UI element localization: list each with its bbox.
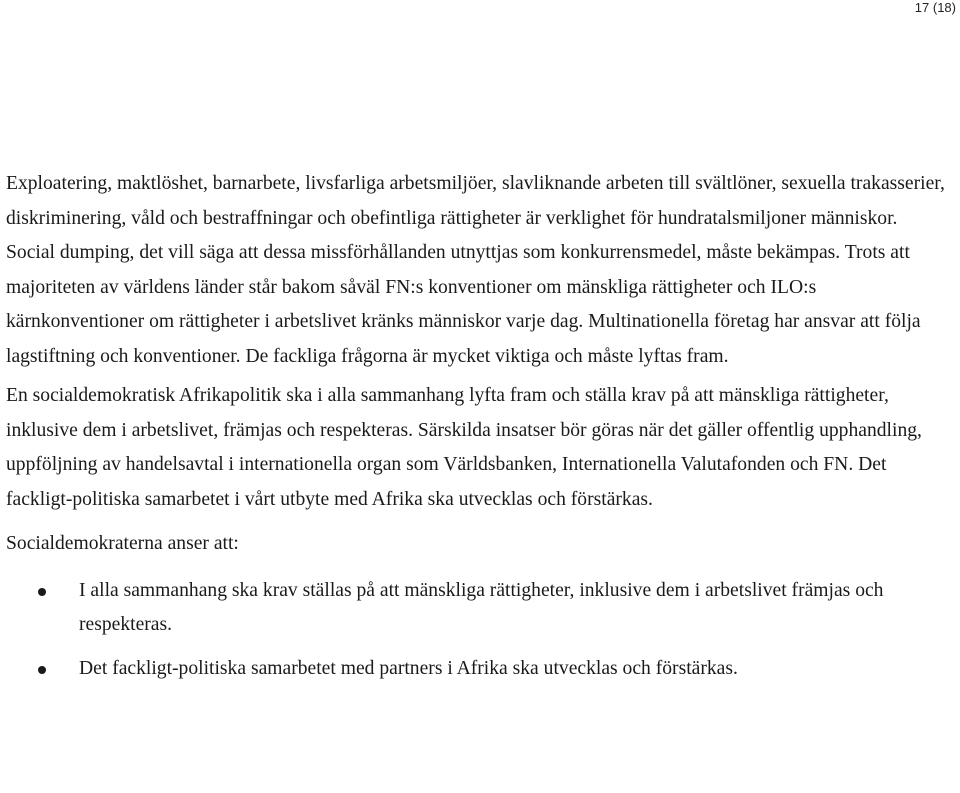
page-number: 17 (18) (914, 0, 956, 15)
paragraph-afrikapolitik: En socialdemokratisk Afrikapolitik ska i alla sammanhang lyfta fram och ställa krav på att mänskliga rättigheter, inklusive dem i arbetslivet, främjas och respekteras. Särskilda insatser bör göras när det gäller offentlig upphandling, uppföljning av handelsavtal i internationella organ som Världsbanken, Internationella Valutafonden och FN. Det fackligt-politiska samarbetet i vårt utbyte med Afrika ska utvecklas och förstärkas. (6, 385, 922, 510)
document-body (6, 167, 946, 686)
paragraph-exploitation: Exploatering, maktlöshet, barnarbete, livsfarliga arbetsmiljöer, slavliknande arbeten till svältlöner, sexuella trakasserier, diskriminering, våld och bestraffningar och obefintliga rättigheter är verklighet för hundratalsmiljoner människor. Social dumping, det vill säga att dessa missförhållanden utnyttjas som konkurrensmedel, måste bekämpas. Trots att majoriteten av världens länder står bakom såväl FN:s konventioner om mänskliga rättigheter och ILO:s kärnkonventioner om rättigheter i arbetslivet kränks människor varje dag. Multinationella företag har ansvar att följa lagstiftning och konventioner. De fackliga frågorna är mycket viktiga och måste lyftas fram. (6, 173, 945, 367)
list-item-text: I alla sammanhang ska krav ställas på att mänskliga rättigheter, inklusive dem i arbetslivet främjas och respekteras. (79, 579, 884, 635)
list-item-text: Det fackligt-politiska samarbetet med partners i Afrika ska utvecklas och förstärkas. (79, 657, 738, 679)
bullet-list (6, 574, 946, 687)
list-item (6, 652, 946, 687)
lead-in-text: Socialdemokraterna anser att: (6, 533, 239, 554)
bullet-icon (38, 588, 46, 596)
list-item (6, 574, 946, 643)
bullet-icon (38, 666, 46, 674)
